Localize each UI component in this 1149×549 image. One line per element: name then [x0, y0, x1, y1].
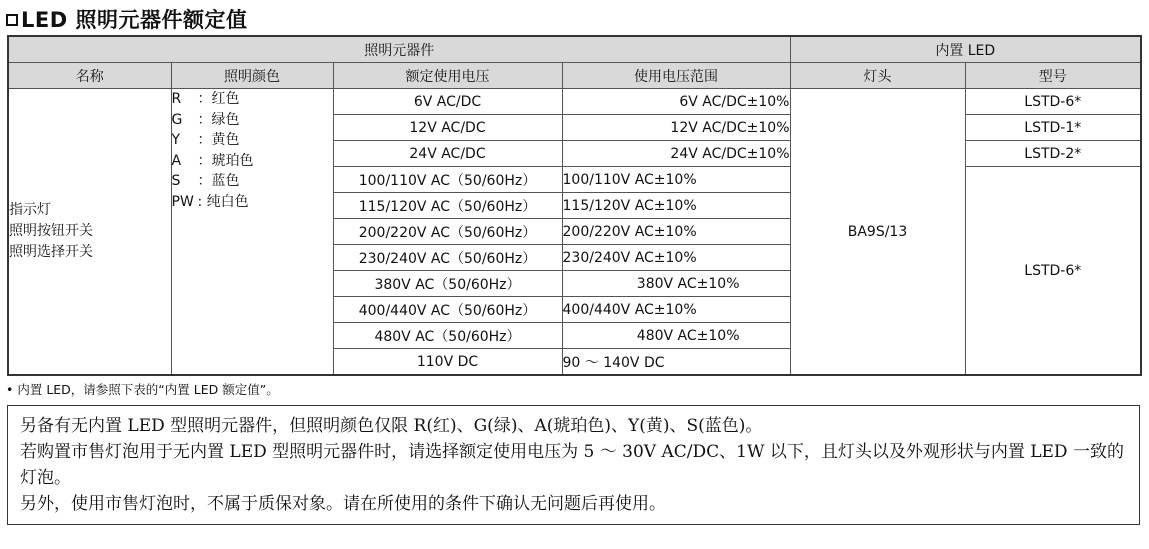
color-label: ：琥珀色: [197, 152, 254, 169]
model-cell: LSTD-6*: [965, 89, 1141, 115]
voltage-range-cell: 24V AC/DC±10%: [562, 141, 790, 167]
voltage-range-cell: 6V AC/DC±10%: [562, 89, 790, 115]
voltage-range-cell: 400/440V AC±10%: [562, 297, 790, 323]
color-item: [172, 192, 333, 213]
header-rated-voltage: 额定使用电压: [333, 63, 562, 89]
group-header-led: 内置 LED: [790, 36, 1141, 63]
checkbox-square-icon: [6, 14, 18, 26]
voltage-range-cell: 230/240V AC±10%: [562, 245, 790, 271]
color-item: [172, 151, 333, 172]
color-label: ：红色: [197, 91, 240, 107]
footnote: • 内置 LED，请参照下表的“内置 LED 额定值”。: [6, 382, 279, 397]
rated-voltage-cell: 230/240V AC（50/60Hz）: [333, 245, 562, 271]
color-key: A: [171, 152, 182, 169]
name-item: 照明按钮开关: [9, 223, 93, 239]
note-paragraph: 若购置市售灯泡用于无内置 LED 型照明元器件时，请选择额定使用电压为 5 ～ 30V AC/DC、1W 以下，且灯头以及外观形状与内置 LED 一致的灯泡。: [20, 442, 1124, 488]
voltage-range-cell: 90 ～ 140V DC: [562, 349, 790, 376]
note-paragraph: 另外，使用市售灯泡时，不属于质保对象。请在所使用的条件下确认无问题后再使用。: [20, 494, 666, 514]
color-label: ：黄色: [197, 132, 240, 148]
color-key: PW: [171, 193, 194, 210]
voltage-range-cell: 100/110V AC±10%: [562, 167, 790, 193]
color-key: Y: [171, 132, 181, 148]
voltage-range-cell: 115/120V AC±10%: [562, 193, 790, 219]
header-lamp-base: 灯头: [790, 63, 965, 89]
notes-box: [7, 405, 1140, 525]
led-spec-table: [7, 35, 1142, 376]
color-label: ：蓝色: [197, 173, 240, 189]
rated-voltage-cell: 100/110V AC（50/60Hz）: [333, 167, 562, 193]
table-row: [8, 89, 1141, 115]
group-header-components: 照明元器件: [8, 36, 790, 63]
model-cell: LSTD-6*: [965, 167, 1141, 376]
rated-voltage-cell: 380V AC（50/60Hz）: [333, 271, 562, 297]
color-label: ：绿色: [197, 111, 240, 128]
voltage-range-cell: 12V AC/DC±10%: [562, 115, 790, 141]
rated-voltage-cell: 24V AC/DC: [333, 141, 562, 167]
header-model: 型号: [965, 63, 1141, 89]
model-cell: LSTD-2*: [965, 141, 1141, 167]
page-title: [6, 4, 247, 34]
rated-voltage-cell: 12V AC/DC: [333, 115, 562, 141]
title-text: LED 照明元器件额定值: [21, 8, 248, 32]
header-name: 名称: [8, 63, 171, 89]
header-color: 照明颜色: [171, 63, 333, 89]
color-item: [172, 110, 333, 131]
note-paragraph: 另备有无内置 LED 型照明元器件，但照明颜色仅限 R(红)、G(绿)、A(琥珀色)、Y(黄)、S(蓝色)。: [20, 416, 763, 436]
rated-voltage-cell: 110V DC: [333, 349, 562, 376]
names-cell: [8, 89, 171, 376]
rated-voltage-cell: 6V AC/DC: [333, 89, 562, 115]
name-item: 指示灯: [9, 202, 51, 218]
color-key: S: [171, 173, 181, 189]
rated-voltage-cell: 400/440V AC（50/60Hz）: [333, 297, 562, 323]
colors-cell: [171, 89, 333, 376]
color-item: [172, 89, 333, 110]
color-label: : 纯白色: [197, 193, 249, 210]
rated-voltage-cell: 480V AC（50/60Hz）: [333, 323, 562, 349]
name-item: 照明选择开关: [9, 244, 93, 260]
color-key: G: [171, 111, 183, 128]
lamp-base-cell: BA9S/13: [790, 89, 965, 376]
rated-voltage-cell: 200/220V AC（50/60Hz）: [333, 219, 562, 245]
rated-voltage-cell: 115/120V AC（50/60Hz）: [333, 193, 562, 219]
color-item: [172, 130, 333, 151]
color-key: R: [171, 91, 182, 107]
voltage-range-cell: 480V AC±10%: [562, 323, 790, 349]
model-cell: LSTD-1*: [965, 115, 1141, 141]
voltage-range-cell: 200/220V AC±10%: [562, 219, 790, 245]
color-item: [172, 171, 333, 192]
voltage-range-cell: 380V AC±10%: [562, 271, 790, 297]
header-voltage-range: 使用电压范围: [562, 63, 790, 89]
